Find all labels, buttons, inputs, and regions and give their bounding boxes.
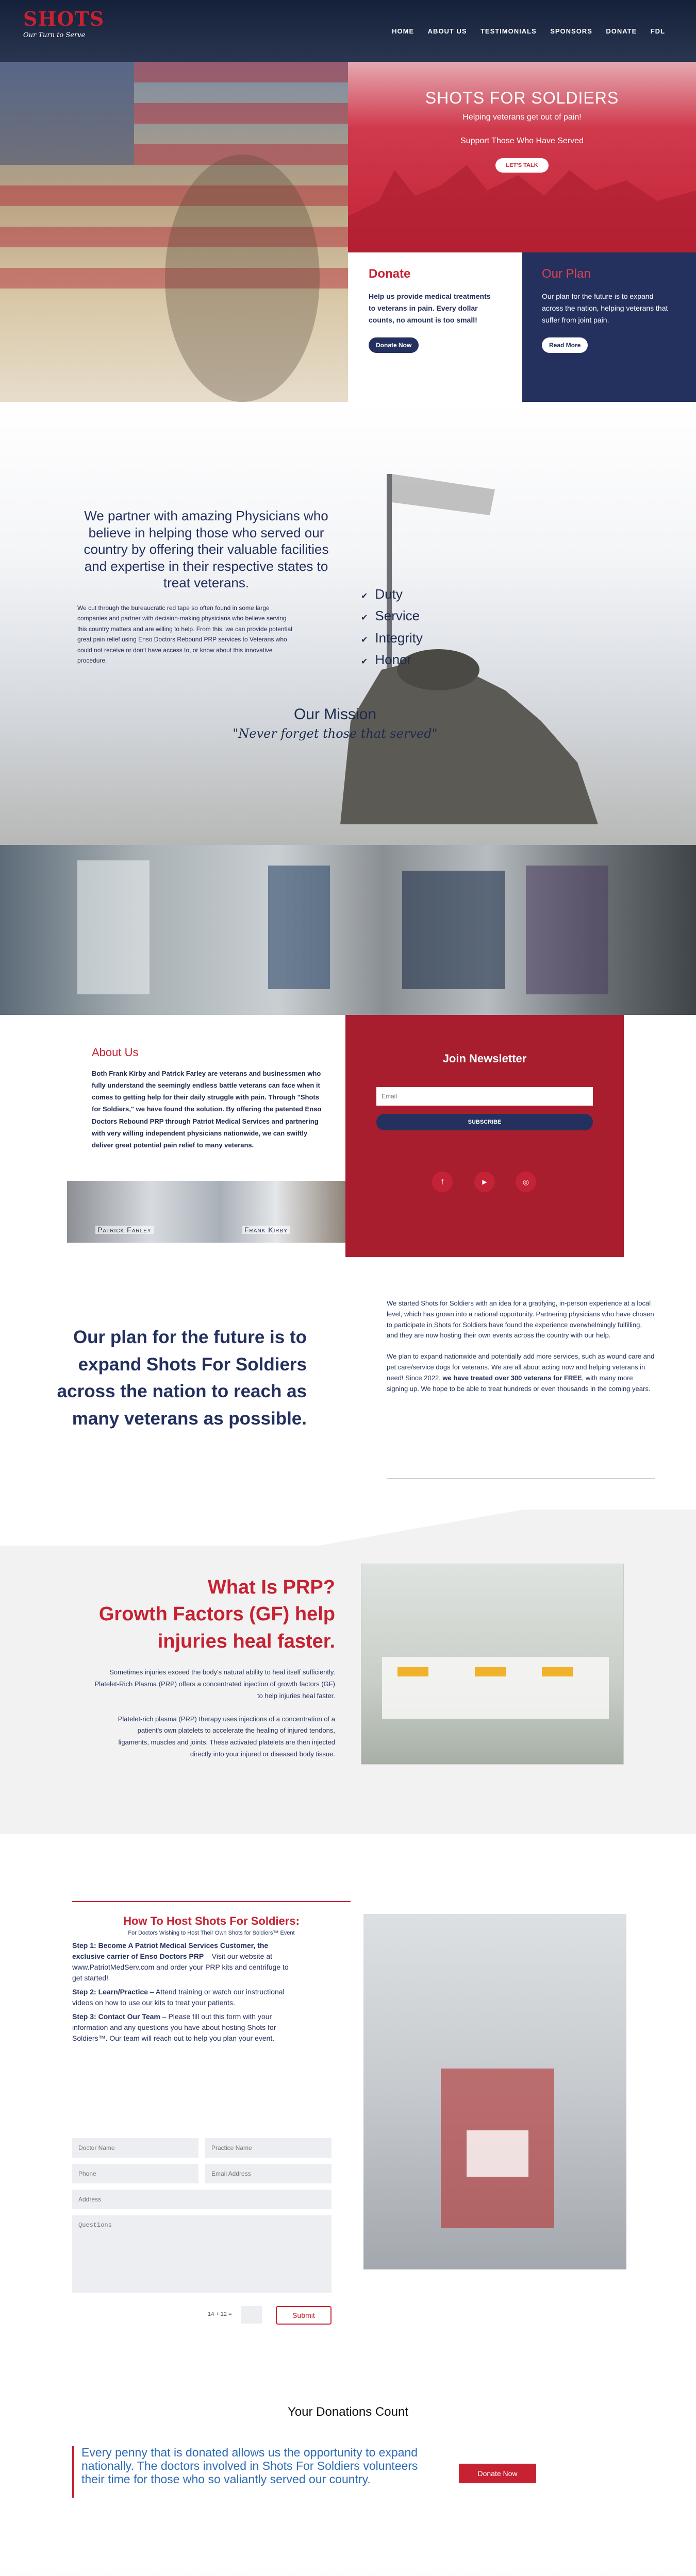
partner-section — [0, 402, 696, 845]
instagram-icon[interactable]: ◎ — [516, 1172, 536, 1192]
prp-kit-photo — [361, 1564, 624, 1765]
logo-text: SHOTS — [23, 7, 105, 30]
check-icon: ✔ — [361, 592, 368, 601]
hero-subtitle: Helping veterans get out of pain! — [462, 113, 582, 122]
address-input[interactable] — [72, 2190, 332, 2209]
future-section — [0, 1257, 696, 1546]
future-text — [387, 1298, 655, 1394]
nav-testimonials[interactable]: TESTIMONIALS — [480, 27, 537, 35]
practice-name-input[interactable] — [205, 2138, 332, 2158]
check-icon: ✔ — [361, 657, 368, 667]
plan-card-text: Our plan for the future is to expand across the nation, helping veterans that suffer from joint pain. — [542, 292, 668, 325]
host-step-3: Step 3: Contact Our Team – Please fill out this form with your information and any questions you have about hosting Shots for Soldiers™. Our team will reach out to help you plan your event. — [72, 2012, 276, 2042]
hero-flag-image — [0, 62, 348, 402]
email-address-input[interactable] — [205, 2164, 332, 2183]
doctor-name-input[interactable] — [72, 2138, 198, 2158]
value-integrity: ✔ Integrity — [361, 630, 423, 646]
partner-heading: We partner with amazing Physicians who believe in helping those who served our country by offering their valuable facilities and expertise in their respective states to treat veterans. — [84, 508, 329, 590]
logo-tagline: Our Turn to Serve — [23, 31, 86, 39]
hero-title: SHOTS FOR SOLDIERS — [425, 89, 619, 107]
mission-title: Our Mission — [293, 706, 377, 723]
hero-tagline: Support Those Who Have Served — [460, 137, 584, 145]
newsletter-title: Join Newsletter — [442, 1052, 527, 1065]
check-icon: ✔ — [361, 635, 368, 645]
subscribe-button[interactable]: SUBSCRIBE — [376, 1114, 593, 1130]
donations-text: Every penny that is donated allows us the opportunity to expand nationally. The doctors involved in Shots For Soldiers volunteers their time for those who so valiantly served our country. — [81, 2446, 418, 2486]
host-step-1: Step 1: Become A Patriot Medical Services Customer, the exclusive carrier of Enso Doctors PRP – Visit our website at www.PatriotMedServ.com and order your PRP kits and centrifuge to get started! — [72, 1941, 289, 1982]
host-steps — [72, 1940, 294, 2044]
captcha-label: 14 + 12 = — [208, 2311, 232, 2317]
newsletter-email-input[interactable] — [376, 1087, 593, 1106]
prp-p1: Sometimes injuries exceed the body's natural ability to heal itself sufficiently. Platelet-Rich Plasma (PRP) offers a concentrated injection of growth factors (GF) to help injuries heal faster. — [94, 1668, 335, 1700]
plan-card-title: Our Plan — [542, 267, 591, 281]
mission-quote: "Never forget those that served" — [233, 726, 438, 741]
contact-section — [0, 2566, 696, 2576]
host-title: How To Host Shots For Soldiers: — [123, 1914, 300, 1927]
read-more-button[interactable]: Read More — [542, 337, 588, 353]
donations-title: Your Donations Count — [288, 2405, 408, 2419]
future-heading: Our plan for the future is to expand Shots For Soldiers across the nation to reach as many veterans as possible. — [57, 1327, 307, 1429]
nav-home[interactable]: HOME — [392, 27, 415, 35]
captcha-input[interactable] — [241, 2306, 262, 2324]
submit-button[interactable]: Submit — [276, 2306, 332, 2325]
donations-donate-button[interactable]: Donate Now — [459, 2464, 536, 2483]
phone-input[interactable] — [72, 2164, 198, 2183]
main-nav — [380, 27, 665, 36]
future-p2: We plan to expand nationwide and potentially add more services, such as wound care and pet care/service dogs for veterans. We are all about acting now and helping veterans in need! Since 2022, we have treated over 300 veterans for FREE, with many more signing up. We hope to be able to treat hundreds or even thousands in the coming years. — [387, 1352, 655, 1393]
host-subtitle: For Doctors Wishing to Host Their Own Shots for Soldiers™ Event — [128, 1930, 295, 1936]
donations-section — [0, 2396, 696, 2499]
facebook-icon[interactable]: f — [432, 1172, 453, 1192]
prp-heading-2: Growth Factors (GF) help injuries heal faster. — [98, 1603, 335, 1653]
value-honor: ✔ Honor — [361, 652, 412, 668]
youtube-icon[interactable]: ▶ — [474, 1172, 495, 1192]
about-title: About Us — [92, 1046, 139, 1059]
donate-card-title: Donate — [369, 267, 411, 281]
check-icon: ✔ — [361, 614, 368, 623]
lets-talk-button[interactable]: LET'S TALK — [495, 158, 548, 173]
founder-patrick: Patrick Farley — [95, 1226, 154, 1234]
future-p1: We started Shots for Soldiers with an idea for a gratifying, in-person experience at a local level, which has grown into a national opportunity. Partnering physicians who have chosen to participate in Shots for Soldiers have found the experience overwhelmingly fulfilling, and they are now hosting their own events across the country with our help. — [387, 1299, 654, 1340]
site-header — [0, 0, 696, 62]
host-step-2: Step 2: Learn/Practice – Attend training or watch our instructional videos on how to use our kits to treat your patients. — [72, 1988, 285, 2007]
prp-p2: Platelet-rich plasma (PRP) therapy uses injections of a concentration of a patient's own platelets to accelerate the healing of injured tendons, ligaments, muscles and joints. These activated platelets are then injected directly into your injured or diseased body tissue. — [118, 1715, 335, 1758]
host-event-photo — [363, 1914, 626, 2269]
donate-card — [348, 252, 522, 402]
logo[interactable] — [23, 7, 104, 39]
value-service: ✔ Service — [361, 608, 420, 624]
nav-about[interactable]: ABOUT US — [427, 27, 467, 35]
founder-frank: Frank Kirby — [242, 1226, 290, 1234]
newsletter-section — [345, 1015, 624, 1257]
hero-banner — [348, 62, 696, 252]
value-duty: ✔ Duty — [361, 586, 403, 602]
donate-card-text: Help us provide medical treatments to veterans in pain. Every dollar counts, no amount is too small! — [369, 292, 491, 325]
donate-now-button[interactable]: Donate Now — [369, 337, 419, 353]
values-list — [361, 583, 423, 671]
nav-sponsors[interactable]: SPONSORS — [550, 27, 592, 35]
event-photos-strip — [0, 845, 696, 1015]
nav-donate[interactable]: DONATE — [606, 27, 637, 35]
prp-section — [0, 1546, 696, 1834]
nav-fdl[interactable]: FDL — [650, 27, 665, 35]
about-text: Both Frank Kirby and Patrick Farley are veterans and businessmen who fully understand the seemingly endless battle veterans can face when it comes to getting help for their daily struggle with pain. Through "Shots for Soldiers," we have found the solution. By offering the patented Enso Doctors Rebound PRP through Patriot Medical Services and partnering with very willing independent physicians nationwide, we can swiftly deliver great potential pain relief to many veterans. — [92, 1070, 322, 1149]
founders-photo — [67, 1181, 345, 1243]
prp-heading-1: What Is PRP? — [207, 1577, 335, 1598]
plan-card — [522, 252, 696, 402]
partner-body: We cut through the bureaucratic red tape so often found in some large companies and partner with decision-making physicians who believe serving this country matters and are willing to help. From this, we can provide potential great pain relief using Enso Doctors Rebound PRP services to Veterans who could not receive or don't have access to, or know about this innovative procedure. — [77, 604, 292, 664]
flag-soldier-illustration — [0, 62, 348, 402]
questions-textarea[interactable] — [72, 2215, 332, 2293]
